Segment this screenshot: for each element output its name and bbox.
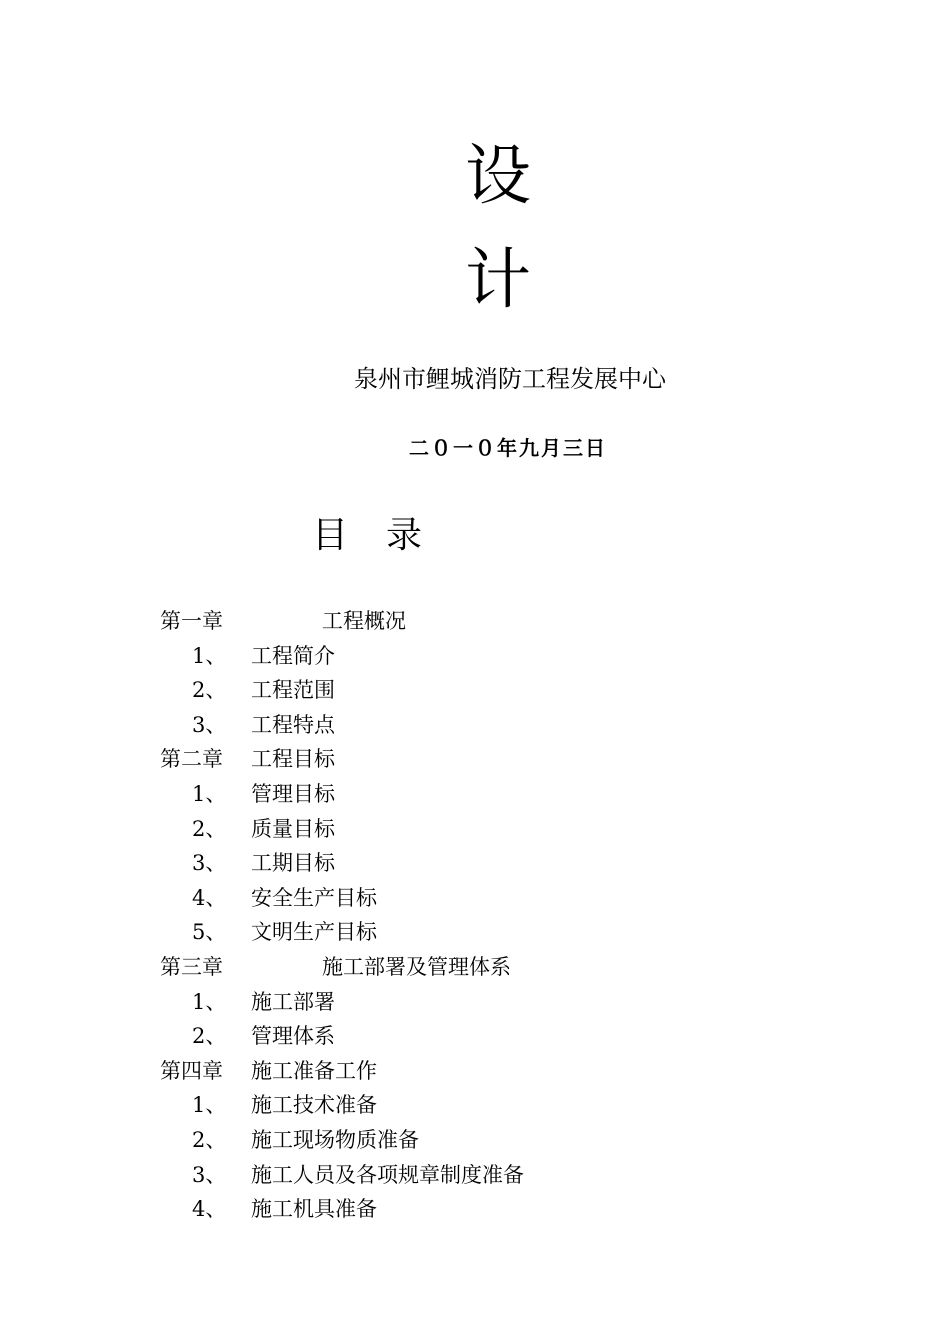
table-of-contents: [0, 604, 950, 1227]
toc-item[interactable]: [0, 881, 950, 916]
toc-chapter-1[interactable]: [0, 604, 950, 639]
toc-item[interactable]: [0, 915, 950, 950]
toc-item[interactable]: [0, 639, 950, 674]
toc-entry-title: 安全生产目标: [251, 885, 377, 910]
toc-heading-char-2: 录: [386, 515, 423, 556]
toc-chapter-3[interactable]: [0, 950, 950, 985]
toc-item[interactable]: [0, 1123, 950, 1158]
toc-entry-title: 施工准备工作: [251, 1058, 377, 1083]
toc-heading: [312, 512, 422, 560]
toc-item[interactable]: [0, 985, 950, 1020]
toc-entry-title: 工程目标: [251, 747, 335, 772]
toc-entry-number: 1、: [192, 989, 227, 1014]
toc-entry-number: 2、: [192, 816, 227, 841]
toc-item[interactable]: [0, 1019, 950, 1054]
toc-entry-title: 施工机具准备: [251, 1197, 377, 1222]
toc-item[interactable]: [0, 673, 950, 708]
toc-entry-title: 质量目标: [251, 816, 335, 841]
toc-entry-number: 5、: [192, 920, 227, 945]
toc-entry-number: 4、: [192, 885, 227, 910]
toc-entry-number: 4、: [192, 1197, 227, 1222]
toc-item[interactable]: [0, 777, 950, 812]
toc-heading-char-1: 目: [312, 515, 349, 556]
toc-entry-title: 工程概况: [322, 609, 406, 633]
toc-entry-title: 施工人员及各项规章制度准备: [251, 1162, 524, 1187]
toc-entry-title: 施工现场物质准备: [251, 1127, 419, 1152]
toc-chapter-4[interactable]: [0, 1054, 950, 1089]
toc-item[interactable]: [0, 1158, 950, 1193]
toc-entry-number: 3、: [192, 1162, 227, 1187]
toc-entry-number: 1、: [192, 781, 227, 806]
toc-item[interactable]: [0, 846, 950, 881]
toc-entry-number: 2、: [192, 1024, 227, 1049]
toc-entry-title: 工程简介: [251, 643, 335, 668]
toc-entry-title: 施工技术准备: [251, 1093, 377, 1118]
toc-entry-number: 第四章: [160, 1058, 223, 1083]
toc-entry-number: 1、: [192, 643, 227, 668]
toc-entry-number: 3、: [192, 851, 227, 876]
toc-item[interactable]: [0, 1192, 950, 1227]
toc-item[interactable]: [0, 708, 950, 743]
toc-entry-number: 第三章: [160, 954, 223, 979]
toc-chapter-2[interactable]: [0, 742, 950, 777]
toc-entry-title: 工程特点: [251, 712, 335, 737]
cover-title-char-2: 计: [465, 241, 531, 318]
toc-entry-number: 第一章: [160, 609, 223, 633]
toc-entry-number: 2、: [192, 1127, 227, 1152]
toc-entry-title: 施工部署: [251, 989, 335, 1014]
toc-entry-title: 管理体系: [251, 1024, 335, 1049]
toc-entry-title: 管理目标: [251, 781, 335, 806]
document-date: 二０一０年九月三日: [409, 436, 607, 460]
toc-entry-title: 工期目标: [251, 851, 335, 876]
toc-entry-number: 1、: [192, 1093, 227, 1118]
toc-item[interactable]: [0, 1088, 950, 1123]
toc-entry-title: 工程范围: [251, 678, 335, 703]
toc-item[interactable]: [0, 812, 950, 847]
toc-entry-number: 2、: [192, 678, 227, 703]
organization-name: 泉州市鲤城消防工程发展中心: [354, 365, 666, 393]
toc-entry-title: 施工部署及管理体系: [322, 954, 511, 979]
cover-title-char-1: 设: [465, 137, 531, 214]
toc-entry-number: 3、: [192, 712, 227, 737]
toc-entry-title: 文明生产目标: [251, 920, 377, 945]
toc-entry-number: 第二章: [160, 747, 223, 772]
